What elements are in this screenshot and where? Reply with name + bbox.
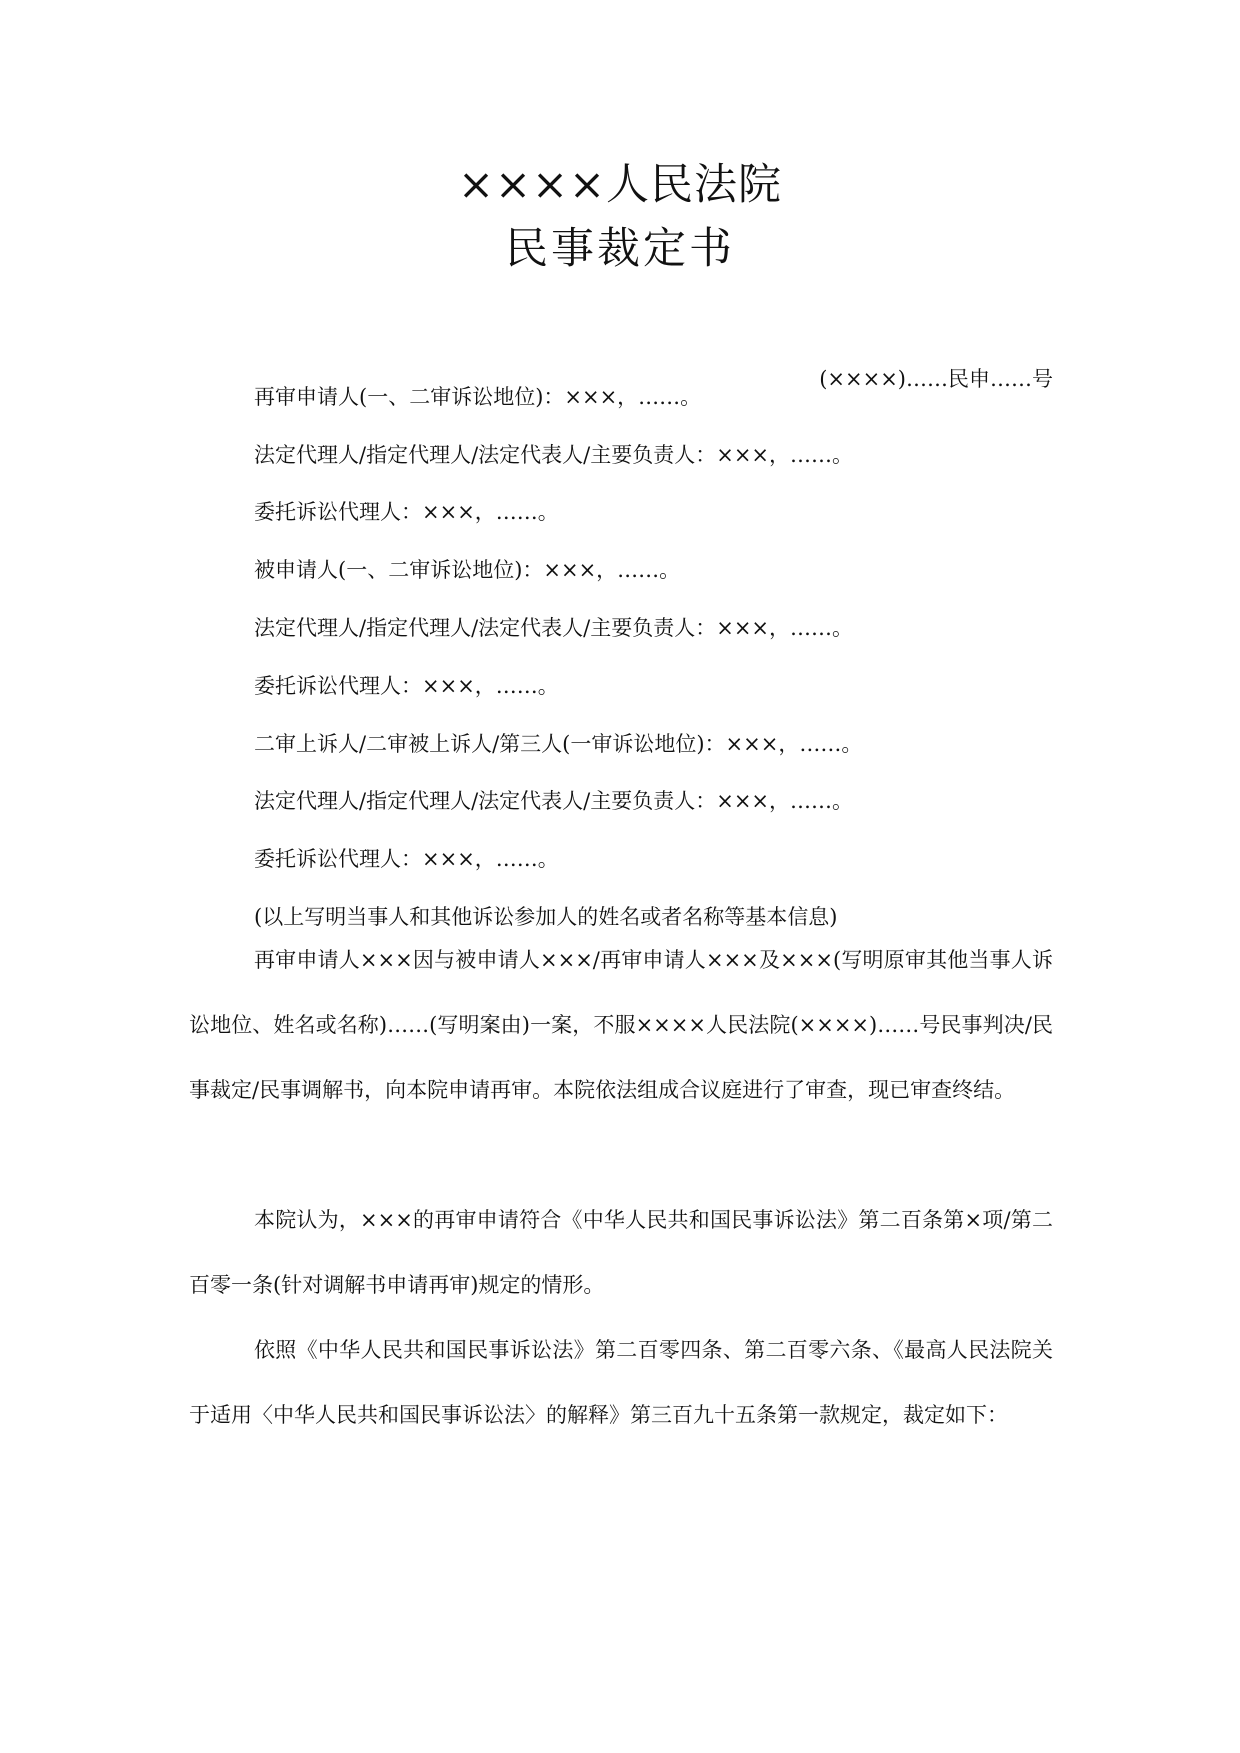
party-applicant-agent: 委托诉讼代理人：×××，……。 — [254, 500, 559, 524]
party-applicant-legal-rep: 法定代理人/指定代理人/法定代表人/主要负责人：×××，……。 — [254, 443, 854, 467]
case-number: (××××)……民申……号 — [819, 367, 1053, 391]
parties-note: (以上写明当事人和其他诉讼参加人的姓名或者名称等基本信息) — [254, 905, 838, 929]
party-respondent-legal-rep: 法定代理人/指定代理人/法定代表人/主要负责人：×××，……。 — [254, 616, 854, 640]
party-other: 二审上诉人/二审被上诉人/第三人(一审诉讼地位)：×××，……。 — [254, 732, 863, 756]
party-respondent-agent: 委托诉讼代理人：×××，……。 — [254, 674, 559, 698]
party-applicant: 再审申请人(一、二审诉讼地位)：×××，……。 — [254, 385, 702, 409]
party-respondent: 被申请人(一、二审诉讼地位)：×××，……。 — [254, 558, 681, 582]
body-paragraph-background: 再审申请人×××因与被申请人×××/再审申请人×××及×××(写明原审其他当事人诉讼地位、姓名或名称)……(写明案由)一案，不服××××人民法院(××××)……号民事判决/民事裁定/民事调解书，向本院申请再审。本院依法组成合议庭进行了审查，现已审查终结。 — [189, 948, 1053, 1102]
party-other-agent: 委托诉讼代理人：×××，……。 — [254, 847, 559, 871]
body-paragraph-ruling-basis: 依照《中华人民共和国民事诉讼法》第二百零四条、第二百零六条、《最高人民法院关于适用〈中华人民共和国民事诉讼法〉的解释》第三百九十五条第一款规定，裁定如下： — [189, 1338, 1053, 1427]
party-other-legal-rep: 法定代理人/指定代理人/法定代表人/主要负责人：×××，……。 — [254, 789, 854, 813]
body-paragraph-opinion: 本院认为，×××的再审申请符合《中华人民共和国民事诉讼法》第二百条第×项/第二百零一条(针对调解书申请再审)规定的情形。 — [189, 1208, 1053, 1297]
court-name-title: ××××人民法院 — [457, 160, 783, 210]
document-type-title: 民事裁定书 — [505, 224, 735, 274]
